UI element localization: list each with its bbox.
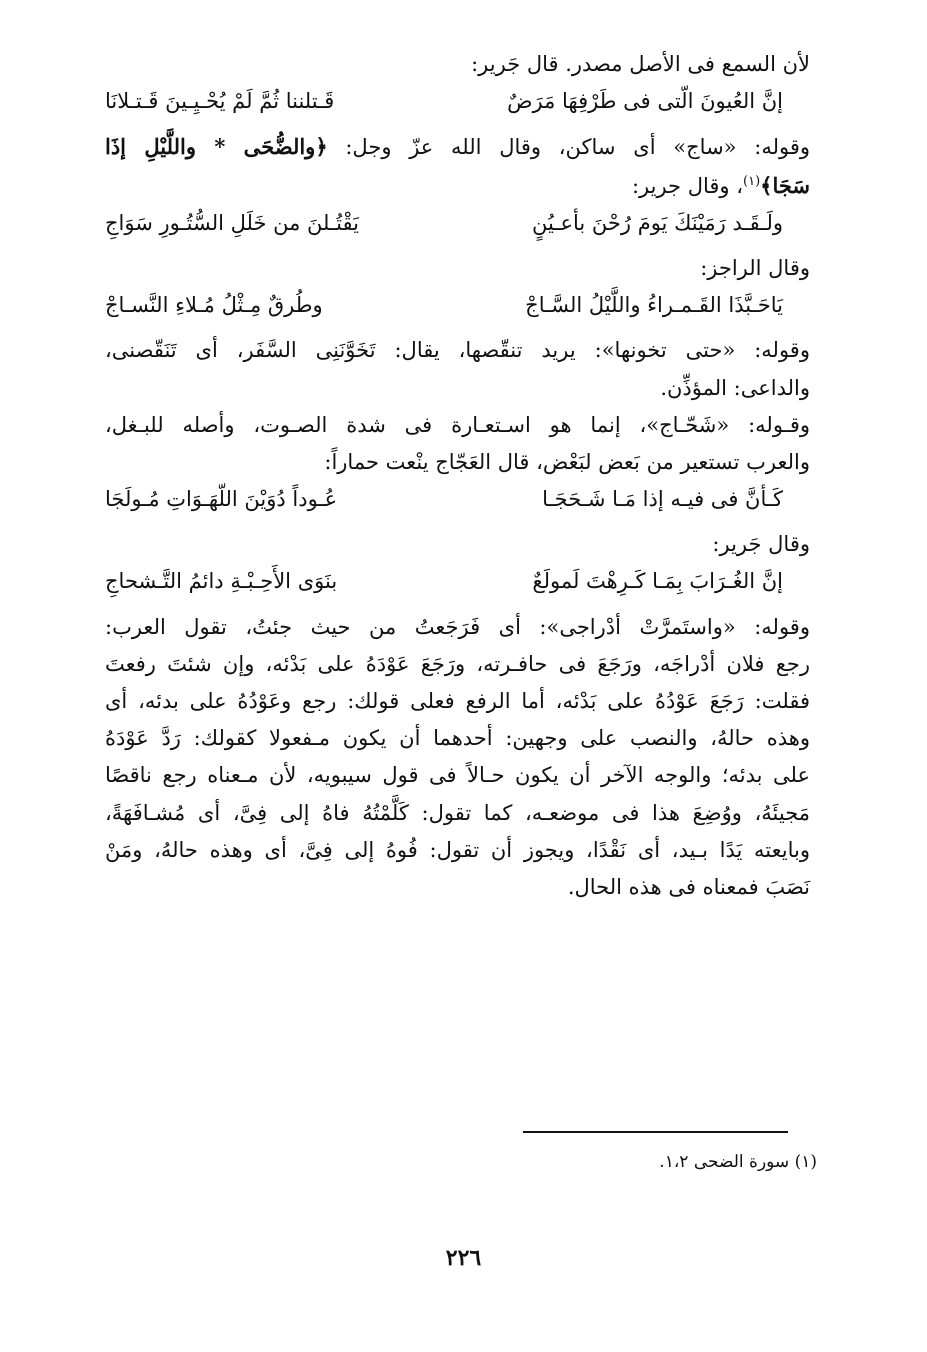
verse-1-second-hemistich: قَـتلننا ثُمَّ لَمْ يُحْـيِـينَ قَـتـلانَا: [105, 89, 335, 114]
text-line-17: فقلت: رَجَعَ عَوْدُهُ على بَدْئه، أما الرفع فعلى قولك: رجع وعَوْدُهُ على بدئه، أى: [105, 689, 810, 713]
verse-1: [105, 89, 810, 114]
text-line-4-prose: ، وقال جرير:: [631, 173, 743, 198]
verse-4-first-hemistich: كَـأنَّ فى فيـه إذا مَـا شَـحَجَـا: [542, 487, 783, 512]
text-line-22: نَصَبَ فمعناه فى هذه الحال.: [567, 874, 810, 899]
quran-quote-2: سَجَا﴾: [760, 172, 810, 198]
text-line-1: لأن السمع فى الأصل مصدر. قال جَرير:: [471, 52, 810, 76]
quran-quote-1: ﴿والضُّحَى * واللَّيْلِ إذَا: [105, 134, 328, 160]
verse-5: [105, 569, 810, 594]
verse-4-second-hemistich: عُـوداً دُوَيْنَ اللّهَـوَاتِ مُـولَجَا: [105, 487, 338, 512]
text-line-4: [105, 173, 810, 199]
text-line-20: مَجيئَهُ، ووُضِعَ هذا فى موضعـه، كما تقول: كَلَّمْتُهُ فاهُ إلى فِىَّ، أى مُشـافَهَةً،: [105, 800, 810, 825]
verse-3: [105, 293, 810, 318]
verse-1-first-hemistich: إنَّ العُيونَ الّتى فى طَرْفِهَا مَرَضٌ: [507, 89, 783, 114]
page-number: ٢٢٦: [445, 1245, 482, 1271]
verse-4: [105, 487, 810, 512]
text-line-3: [105, 134, 810, 160]
text-line-9: والداعى: المؤذِّن.: [660, 375, 810, 400]
text-line-13: وقال جَرير:: [712, 532, 810, 557]
verse-3-first-hemistich: يَاحَـبَّذَا القَـمـراءُ واللَّيْلُ السَّـاجْ: [525, 293, 783, 318]
text-line-16: رجع فلان أدْراجَه، ورَجَعَ فى حافـرته، ورَجَعَ عَوْدَهُ على بَدْئه، وإن شئتَ رفعتَ: [105, 651, 810, 676]
text-line-15: وقوله: «واستَمرَّتْ أدْراجى»: أى فَرَجَعتُ من حيث جئتُ، تقول العرب:: [105, 614, 810, 639]
text-line-10: وقـوله: «شَحّـاج»، إنما هو اسـتعـارة فى شدة الصـوت، وأصله للبـغل،: [105, 412, 810, 437]
text-line-6: وقال الراجز:: [700, 255, 810, 280]
verse-2-second-hemistich: يَقْتُـلنَ من خَلَلِ السُّتُـورِ سَوَاجِ: [105, 210, 359, 235]
text-line-11: والعرب تستعير من بَعض لبَعْض، قال العَجّاج ينْعت حماراً:: [324, 449, 810, 474]
verse-2-first-hemistich: ولَـقَـد رَمَيْنَكَ يَومَ رُحْنَ بأعـيُنٍ: [531, 210, 783, 235]
verse-5-second-hemistich: بنَوَى الأَحِـبْـةِ دائمُ التَّـشحاجِ: [105, 569, 338, 594]
verse-3-second-hemistich: وطُرقٌ مِـثْلُ مُـلاءِ النَّسـاجْ: [105, 293, 323, 318]
verse-5-first-hemistich: إنَّ الغُـرَابَ بِمَـا كَـرِهْتَ لَمولَعٌ: [532, 569, 783, 594]
footnote-ref: (١): [743, 173, 761, 189]
verse-2: [105, 211, 810, 236]
text-line-3-prose: وقوله: «ساج» أى ساكن، وقال الله عزّ وجل:: [327, 135, 811, 160]
text-line-21: وبايعته يَدًا بـيد، أى نَقْدًا، ويجوز أن تقول: فُوهُ إلى فِىَّ، أى وهذه حالهُ، ومَنْ: [105, 837, 810, 862]
text-line-18: وهذه حالهُ، والنصب على وجهين: أحدهما أن يكون مـفعولا كقولك: رَدَّ عَوْدَهُ: [105, 726, 810, 751]
footnote: (١) سورة الضحى ١،٢.: [659, 1152, 817, 1172]
text-line-8: وقوله: «حتى تخونها»: يريد تنقّصها، يقال: تَخَوَّنَنِى السَّفَر، أى تَنَقّصنى،: [105, 338, 810, 363]
page-body: [105, 52, 810, 912]
text-line-19: على بدئه؛ والوجه الآخر أن يكون حـالاً فى قول سيبويه، لأن مـعناه رجع ناقصًا: [105, 763, 810, 788]
footnote-divider: [523, 1131, 788, 1133]
